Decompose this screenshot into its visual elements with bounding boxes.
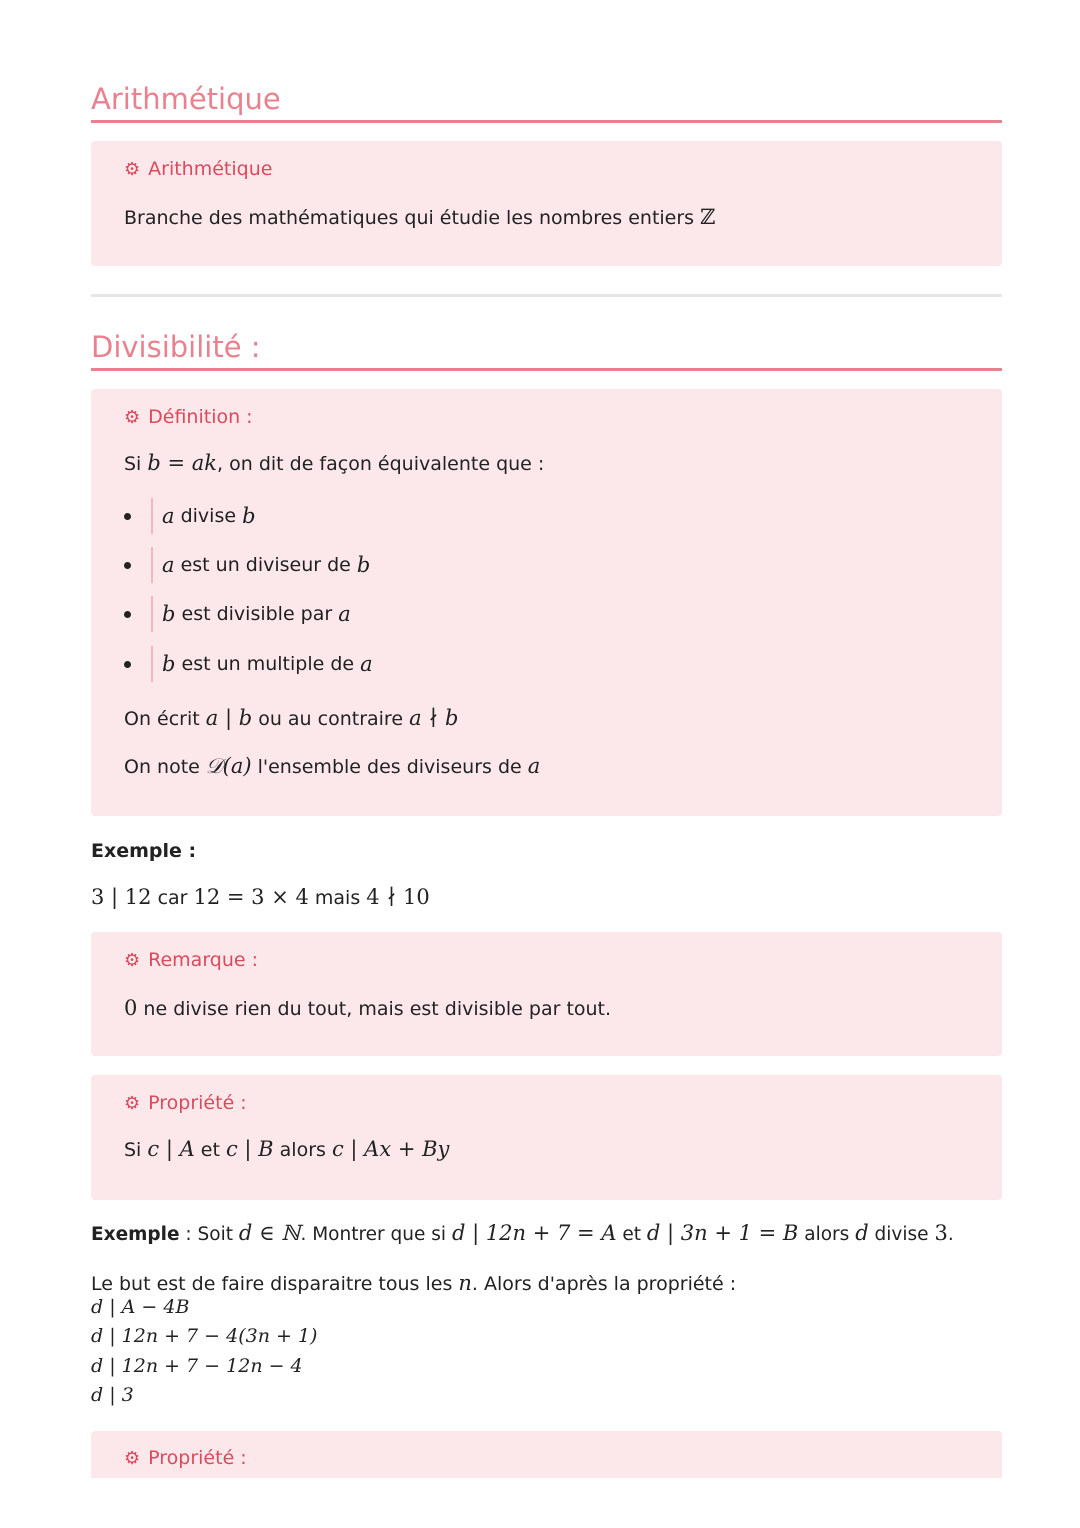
example-label-text: Exemple : [91,840,197,862]
example-line [91,885,430,909]
example2-label: Exemple [91,1224,180,1245]
ecrit-pre: On écrit [124,708,200,730]
quote [151,547,370,583]
example2-m1: d ∈ ℕ [238,1221,301,1245]
card-title-text: Remarque : [148,949,259,971]
prop-si: Si [124,1139,142,1161]
example-label [91,840,196,862]
prop-m3: c | Ax + By [331,1137,450,1161]
definition-card-divisibilite [91,389,1002,816]
property-text [124,1137,449,1161]
example-math2: 12 = 3 × 4 [193,885,309,909]
card-title-text: Propriété : [148,1447,247,1469]
var-a: a [162,504,175,528]
card-title-text: Définition : [148,406,253,428]
note-post: l'ensemble des diviseurs de [257,756,522,778]
example-mais: mais [314,887,361,909]
intro-post: , on dit de façon équivalente que : [217,453,545,475]
not-divides-notation: a ∤ b [409,706,459,730]
note-pre: On note [124,756,200,778]
item-text: divise [180,505,237,527]
example-math3: 4 ∤ 10 [366,885,430,909]
item-text: est un diviseur de [180,554,351,576]
derivation-step: d | 12n + 7 − 4(3n + 1) [91,1325,318,1347]
bullet-icon [124,562,131,569]
section-title-arithmetique: Arithmétique [91,80,1002,123]
property-card [91,1075,1002,1200]
bullet-icon [124,513,131,520]
item-text: est un multiple de [181,653,355,675]
prop-et: et [200,1139,220,1161]
divisors-set: 𝒟(a) [205,754,252,778]
example-math1: 3 | 12 [91,885,152,909]
goal-pre: Le but est de faire disparaitre tous les [91,1273,453,1295]
example2-colon: : [185,1224,192,1245]
var-a: b [162,602,176,626]
example2-m4: d [855,1221,869,1245]
card-title-text: Arithmétique [148,158,273,180]
quote [151,646,373,682]
example2-montrer: . Montrer que si [300,1224,447,1245]
var-b: a [360,652,373,676]
example2-soit: Soit [197,1224,234,1245]
var-b: b [242,504,256,528]
derivation-step: d | 12n + 7 − 12n − 4 [91,1355,303,1377]
card-title [124,406,253,428]
section-title-divisibilite: Divisibilité : [91,328,1002,371]
var-a: b [162,652,176,676]
card-title [124,158,272,180]
intro-math: b = ak [147,451,218,475]
ecrit-mid: ou au contraire [258,708,404,730]
example2-dot: . [947,1224,954,1245]
prop-m1: c | A [147,1137,195,1161]
list-item [124,596,351,632]
arith-description: Branche des mathématiques qui étudie les nombres entiers [124,207,695,229]
example2-m2: d | 12n + 7 = A [451,1221,617,1245]
example-car: car [157,887,188,909]
integers-symbol: ℤ [700,205,716,229]
zero: 0 [124,996,138,1020]
divides-notation: a | b [205,706,253,730]
quote [151,498,256,534]
definition-intro [124,451,544,475]
quote [151,596,351,632]
notation-line [124,706,458,730]
var-b: a [338,602,351,626]
example2-m5: 3 [934,1221,948,1245]
property-card-2 [91,1431,1002,1478]
remark-text [124,996,611,1020]
bug-icon: ⚙ [124,406,141,428]
example2-alors: alors [804,1224,850,1245]
bullet-icon [124,611,131,618]
note-var: a [527,754,541,778]
intro-pre: Si [124,453,142,475]
divider [91,294,1002,297]
definition-card-arithmetique [91,141,1002,266]
remark-card [91,932,1002,1056]
goal-var: n [458,1271,472,1295]
derivation-step: d | 3 [91,1384,134,1406]
card-title-text: Propriété : [148,1092,247,1114]
goal-post: . Alors d'après la propriété : [471,1273,737,1295]
card-title [124,1092,247,1114]
list-item [124,498,256,534]
card-title [124,1447,247,1469]
prop-alors: alors [279,1139,326,1161]
bug-icon: ⚙ [124,949,141,971]
bug-icon: ⚙ [124,1447,141,1469]
example2-line [91,1221,954,1245]
card-text [124,205,715,229]
example2-et: et [622,1224,642,1245]
goal-line [91,1271,736,1295]
prop-m2: c | B [225,1137,274,1161]
divisors-line [124,754,540,779]
bullet-icon [124,661,131,668]
list-item [124,646,373,682]
bug-icon: ⚙ [124,158,141,180]
remark-body: ne divise rien du tout, mais est divisible par tout. [143,998,612,1020]
card-title [124,949,258,971]
var-a: a [162,553,175,577]
example2-m3: d | 3n + 1 = B [646,1221,799,1245]
var-b: b [356,553,371,577]
example2-divise: divise [874,1224,929,1245]
item-text: est divisible par [181,603,333,625]
bug-icon: ⚙ [124,1092,141,1114]
derivation-step: d | A − 4B [91,1296,190,1318]
list-item [124,547,370,583]
